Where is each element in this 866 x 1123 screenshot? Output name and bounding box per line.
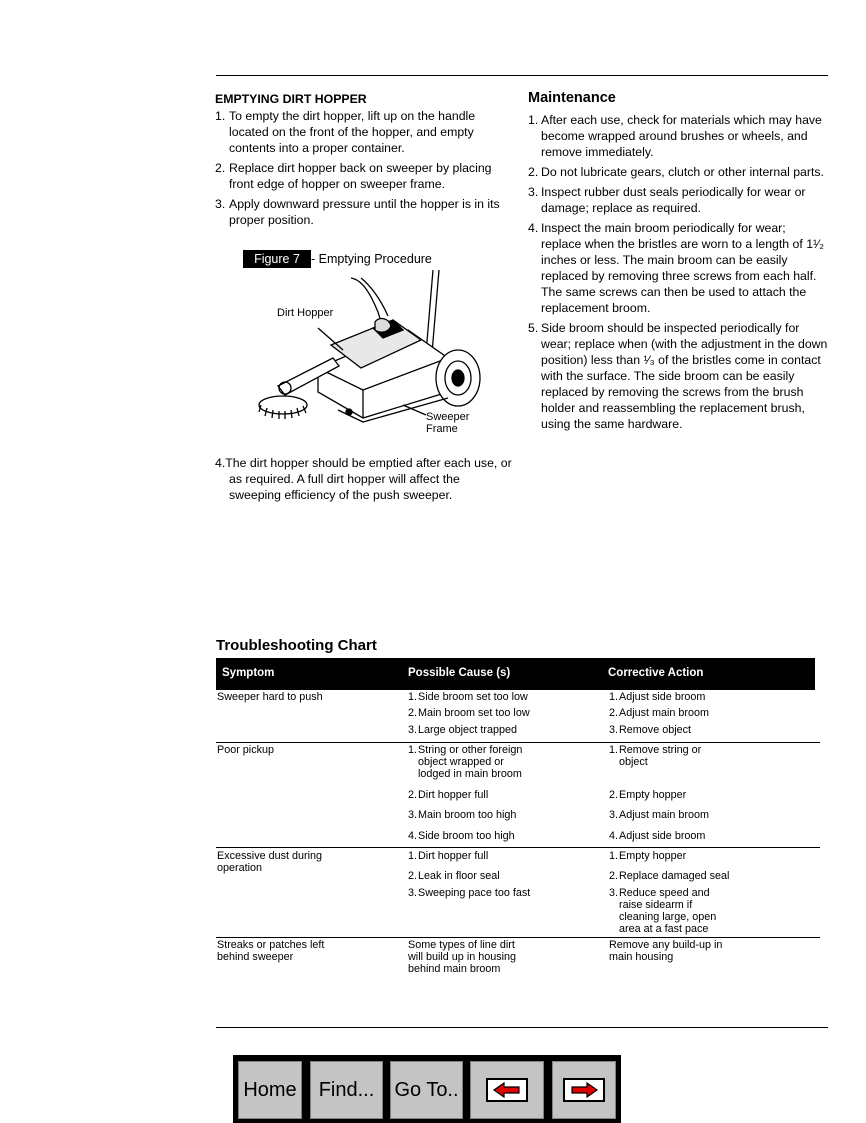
figure-7: [243, 250, 488, 445]
emptying-section: [215, 91, 515, 232]
left-arrow-icon: [486, 1078, 528, 1102]
emptying-step: 2. Replace dirt hopper back on sweeper by placing front edge of hopper on sweeper frame.: [215, 161, 492, 191]
troubleshooting-header: [216, 658, 815, 690]
header-symptom: Symptom: [222, 667, 275, 679]
table-row: Streaks or patches left behind sweeper Some types of line dirt will build up in housing behind main broom Remove any build-up in main housing: [216, 937, 820, 983]
table-row: Excessive dust during operation 1. Dirt hopper full 2. Leak in floor seal 3. Sweeping pace too fast 1. Empty hopper 2. Replace damaged seal 3. Reduce speed and raise sidearm if cleaning large, open area at a fast pace: [216, 847, 820, 938]
maintenance-list: [528, 112, 828, 432]
header-action: Corrective Action: [608, 667, 704, 679]
troubleshooting-title: Troubleshooting Chart: [216, 637, 377, 654]
maintenance-item: 2. Do not lubricate gears, clutch or other internal parts.: [528, 165, 824, 179]
figure-caption: - Emptying Procedure: [311, 252, 432, 266]
right-arrow-icon: [563, 1078, 605, 1102]
previous-page-button[interactable]: [470, 1061, 544, 1119]
maintenance-item: 1. After each use, check for materials which may have become wrapped around brushes or wheels, and remove immediately.: [528, 113, 822, 159]
emptying-heading: EMPTYING DIRT HOPPER: [215, 92, 367, 106]
nav-bar: [233, 1055, 621, 1123]
emptying-step: 1. To empty the dirt hopper, lift up on the handle located on the front of the hopper, and empty contents into a proper container.: [215, 109, 476, 155]
next-page-button[interactable]: [552, 1061, 616, 1119]
maintenance-item: 3. Inspect rubber dust seals periodically for wear or damage; replace as required.: [528, 185, 806, 215]
emptying-steps: [215, 108, 515, 228]
emptying-step: 3. Apply downward pressure until the hopper is in its proper position.: [215, 197, 500, 227]
right-arrow-shape: [569, 1082, 599, 1098]
home-button[interactable]: Home: [238, 1061, 302, 1119]
table-row: Sweeper hard to push 1. Side broom set too low 2. Main broom set too low 3. Large object trapped 1. Adjust side broom 2. Adjust main broom 3. Remove object: [217, 691, 710, 736]
maintenance-item: 4. Inspect the main broom periodically for wear; replace when the bristles are worn to a length of 1¹⁄₂ inches or less. The main broom can be easily replaced by removing three screws from each half. The same screws can then be used to attach the replacement broom.: [528, 221, 824, 315]
emptying-step-4: 4.The dirt hopper should be emptied after each use, or as required. A full dirt hopper will affect the sweeping efficiency of the push sweeper.: [215, 456, 512, 502]
find-button[interactable]: Find...: [310, 1061, 383, 1119]
top-rule: [216, 75, 828, 76]
header-cause: Possible Cause (s): [408, 667, 511, 679]
left-arrow-shape: [492, 1082, 522, 1098]
maintenance-item: 5. Side broom should be inspected periodically for wear; replace when (with the adjustment in the down position) less than ¹⁄₃ of the bristles come in contact with the surface. The side broom can be easily replaced by removing the screws from the brush holder and reassembling the replacement brush, using the same hardware.: [528, 321, 828, 431]
callout-sweeper-frame: Sweeper Frame: [426, 411, 470, 435]
callout-dirt-hopper: Dirt Hopper: [277, 307, 334, 319]
maintenance-section: [528, 90, 828, 436]
maintenance-heading: Maintenance: [528, 90, 616, 106]
go-to-button[interactable]: Go To..: [390, 1061, 463, 1119]
table-row: Poor pickup 1. String or other foreign object wrapped or lodged in main broom 2. Dirt hopper full 3. Main broom too high 4. Side broom too high 1. Remove string or object 2. Empty hopper 3. Adjust main broom 4. Adjust side broom: [216, 742, 820, 848]
bottom-rule: [216, 1027, 828, 1028]
figure-label: Figure 7: [243, 250, 311, 268]
